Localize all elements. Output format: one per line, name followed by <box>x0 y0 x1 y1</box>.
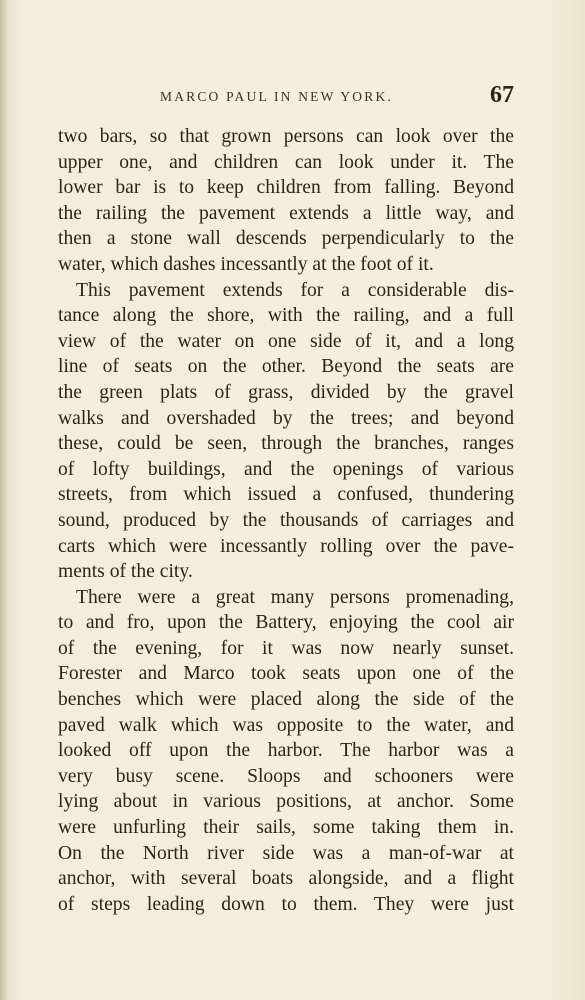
text-line: tance along the shore, with the railing, and a full <box>58 305 514 327</box>
text-line: benches which were placed along the side of the <box>58 689 514 711</box>
text-line: lying about in various positions, at anchor. Some <box>58 791 514 813</box>
text-line: paved walk which was opposite to the water, and <box>58 714 514 736</box>
text-line: There were a great many persons promenading, <box>76 586 514 608</box>
text-line: of lofty buildings, and the openings of various <box>58 458 514 480</box>
text-line: to and fro, upon the Battery, enjoying the cool air <box>58 612 514 634</box>
text-line: the green plats of grass, divided by the gravel <box>58 381 514 403</box>
text-line: ments of the city. <box>58 561 193 583</box>
text-line: these, could be seen, through the branches, ranges <box>58 433 514 455</box>
text-line: very busy scene. Sloops and schooners were <box>58 765 514 787</box>
text-line: were unfurling their sails, some taking them in. <box>58 817 514 839</box>
page-gutter-edge <box>0 0 8 1000</box>
running-title: MARCO PAUL IN NEW YORK. <box>160 89 393 104</box>
text-line: view of the water on one side of it, and a long <box>58 330 514 352</box>
text-line: looked off upon the harbor. The harbor was a <box>58 740 514 762</box>
text-line: two bars, so that grown persons can look over the <box>58 126 514 147</box>
text-line: the railing the pavement extends a little way, and <box>58 202 514 224</box>
body-text <box>58 124 514 917</box>
text-line: line of seats on the other. Beyond the seats are <box>58 356 514 378</box>
text-line: This pavement extends for a considerable dis- <box>76 279 514 301</box>
text-line: carts which were incessantly rolling over the pave- <box>58 535 514 557</box>
text-line: Forester and Marco took seats upon one of the <box>58 663 514 685</box>
text-line: upper one, and children can look under it. The <box>58 151 514 173</box>
text-line: streets, from which issued a confused, thundering <box>58 484 514 506</box>
text-line: walks and overshaded by the trees; and beyond <box>58 407 514 429</box>
text-line: lower bar is to keep children from falling. Beyond <box>58 177 514 199</box>
text-line: of steps leading down to them. They were just <box>58 893 514 915</box>
text-line: water, which dashes incessantly at the foot of it. <box>58 253 434 275</box>
text-line: of the evening, for it was now nearly sunset. <box>58 637 514 659</box>
page-number: 67 <box>490 82 514 108</box>
text-line: then a stone wall descends perpendicularly to the <box>58 228 514 250</box>
text-line: On the North river side was a man-of-war at <box>58 842 514 864</box>
text-line: sound, produced by the thousands of carriages and <box>58 509 514 531</box>
page-header <box>58 84 514 112</box>
text-line: anchor, with several boats alongside, and a flight <box>58 868 514 890</box>
